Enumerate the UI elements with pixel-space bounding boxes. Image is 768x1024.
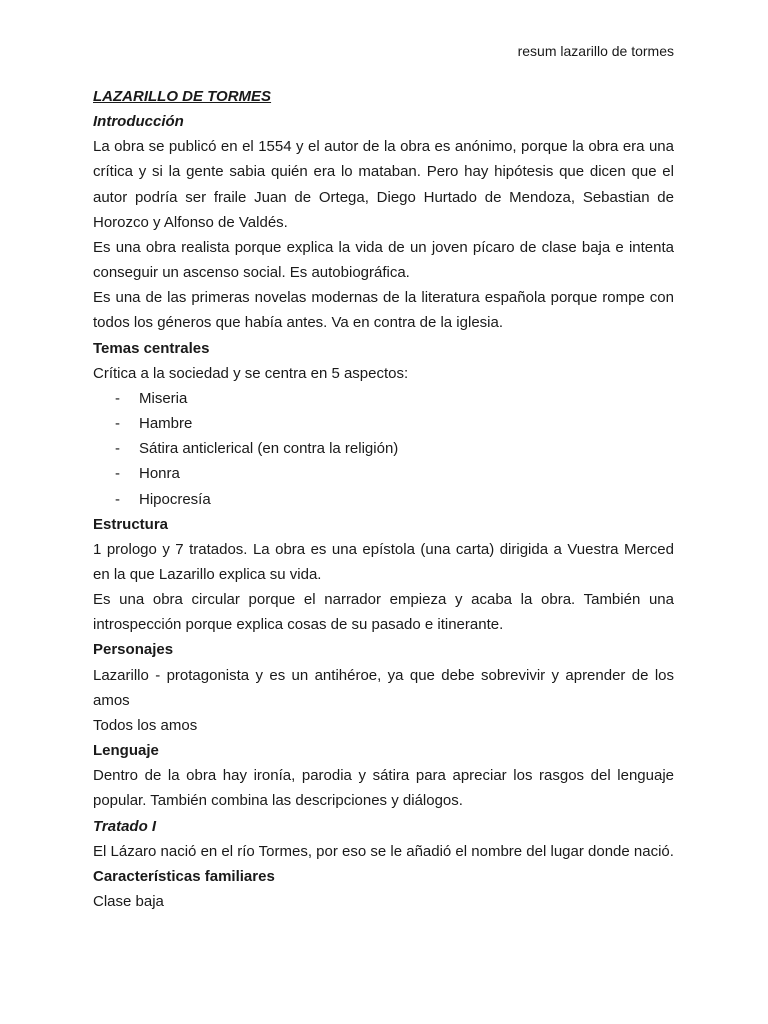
list-item xyxy=(93,411,674,436)
running-header: resum lazarillo de tormes xyxy=(517,43,674,59)
paragraph: Crítica a la sociedad y se centra en 5 aspectos: xyxy=(93,364,409,382)
list-item-text: Hambre xyxy=(139,415,193,433)
paragraph: La obra se publicó en el 1554 y el autor de la obra es anónimo, porque la obra era una crítica y si la gente sabia quién era lo mataban. Pero hay hipótesis que dicen que el autor podría ser fraile Juan de Ortega, Diego Hurtado de Mendoza, Sebastian de Horozco y Alfonso de Valdés. xyxy=(93,138,674,231)
dash-bullet: - xyxy=(115,440,120,458)
list-item-text: Miseria xyxy=(139,389,188,407)
section-heading-caracteristicas-familiares: Características familiares xyxy=(93,867,275,885)
dash-bullet: - xyxy=(115,465,120,483)
dash-bullet: - xyxy=(115,389,120,407)
paragraph: Lazarillo - protagonista y es un antihéroe, ya que debe sobrevivir y aprender de los amos xyxy=(93,666,674,709)
bullet-list-temas xyxy=(93,386,674,512)
section-heading-lenguaje: Lenguaje xyxy=(93,742,159,760)
paragraph: Es una obra circular porque el narrador empieza y acaba la obra. También una introspección porque explica cosas de su pasado e itinerante. xyxy=(93,591,674,634)
document-body xyxy=(93,84,674,914)
paragraph: 1 prologo y 7 tratados. La obra es una epístola (una carta) dirigida a Vuestra Merced en la que Lazarillo explica su vida. xyxy=(93,540,674,583)
paragraph: Es una de las primeras novelas modernas de la literatura española porque rompe con todos los géneros que había antes. Va en contra de la iglesia. xyxy=(93,289,674,332)
section-heading-introduccion: Introducción xyxy=(93,113,184,131)
paragraph: Clase baja xyxy=(93,893,164,910)
list-item xyxy=(93,386,674,411)
section-heading-tratado-i: Tratado I xyxy=(93,817,157,835)
paragraph: Es una obra realista porque explica la vida de un joven pícaro de clase baja e intenta conseguir un ascenso social. Es autobiográfica. xyxy=(93,238,674,282)
section-heading-personajes: Personajes xyxy=(93,641,174,659)
paragraph: Dentro de la obra hay ironía, parodia y sátira para apreciar los rasgos del lenguaje popular. También combina las descripciones y diálogos. xyxy=(93,767,674,810)
list-item xyxy=(93,436,674,461)
list-item-text: Hipocresía xyxy=(139,490,211,508)
paragraph: Todos los amos xyxy=(93,716,198,734)
list-item-text: Sátira anticlerical (en contra la religión) xyxy=(139,440,399,458)
list-item xyxy=(93,487,674,512)
dash-bullet: - xyxy=(115,490,120,508)
list-item-text: Honra xyxy=(139,465,180,483)
section-heading-estructura: Estructura xyxy=(93,515,169,533)
section-heading-temas-centrales: Temas centrales xyxy=(93,339,210,357)
dash-bullet: - xyxy=(115,415,120,433)
document-title: LAZARILLO DE TORMES xyxy=(93,88,272,105)
paragraph: El Lázaro nació en el río Tormes, por eso se le añadió el nombre del lugar donde nació. xyxy=(93,842,674,860)
list-item xyxy=(93,461,674,486)
